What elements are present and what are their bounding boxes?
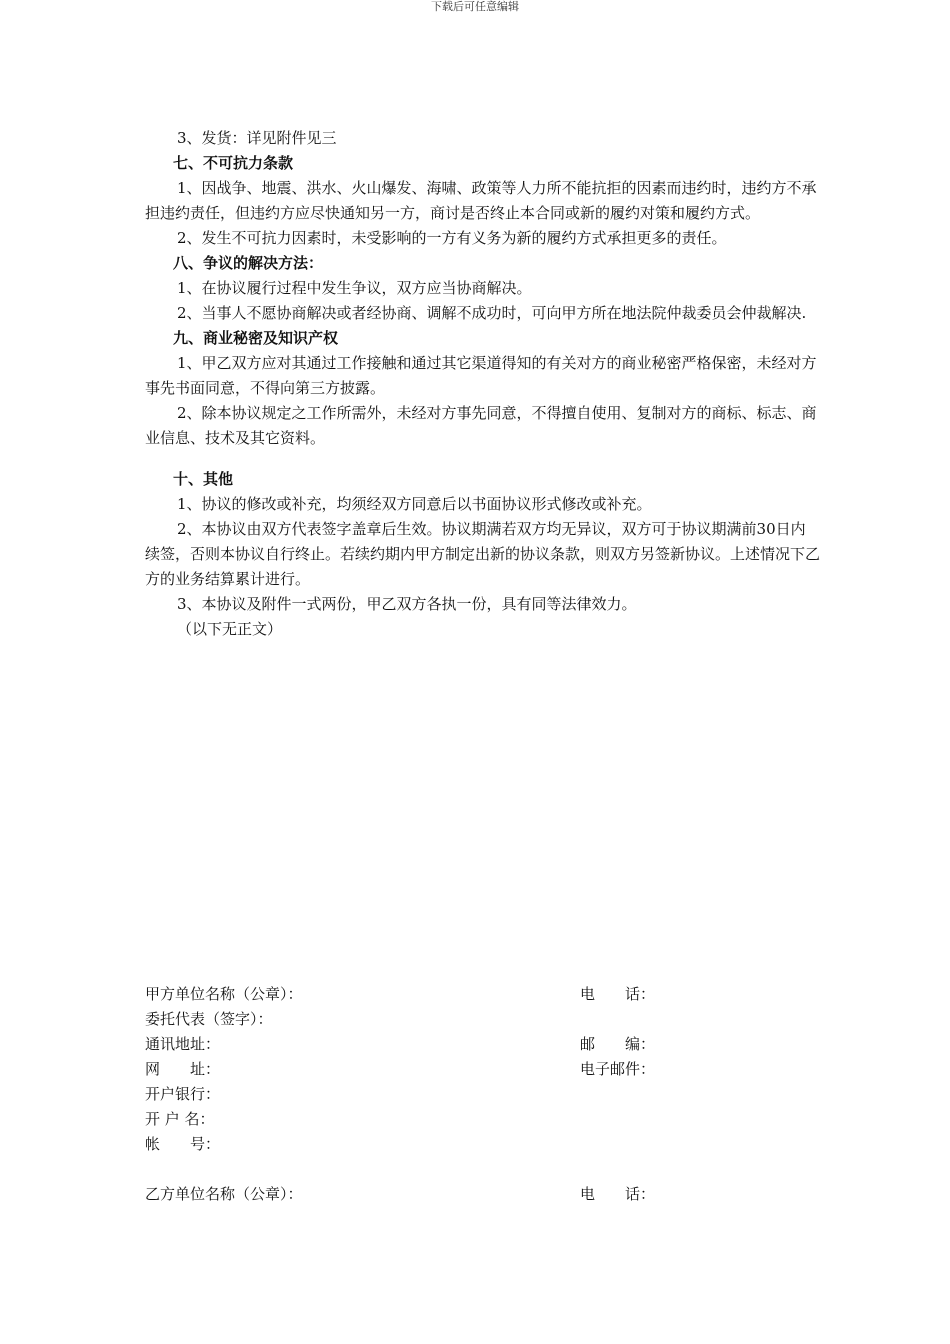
page-header-note: 下载后可任意编辑	[431, 0, 519, 13]
party-a-signature-block	[145, 982, 705, 1157]
party-a-postcode-label: 邮 编：	[580, 1035, 656, 1053]
contract-body	[145, 126, 820, 642]
signature-row	[145, 1182, 705, 1207]
clause-other-2: 2、本协议由双方代表签字盖章后生效。协议期满若双方均无异议，双方可于协议期满前30日内续签，否则本协议自行终止。若续约期内甲方制定出新的协议条款，则双方另签新协议。上述情况下乙方的业务结算累计进行。	[145, 520, 821, 588]
clause-confidentiality-2: 2、除本协议规定之工作所需外，未经对方事先同意，不得擅自使用、复制对方的商标、标志、商业信息、技术及其它资料。	[145, 404, 817, 447]
section-heading-force-majeure: 七、不可抗力条款	[173, 154, 294, 172]
section-heading-other: 十、其他	[173, 470, 234, 488]
clause-confidentiality-1: 1、甲乙双方应对其通过工作接触和通过其它渠道得知的有关对方的商业秘密严格保密，未经对方事先书面同意，不得向第三方披露。	[145, 354, 817, 397]
party-a-email-label: 电子邮件：	[580, 1060, 656, 1078]
signature-row	[145, 1082, 705, 1107]
party-a-account-name-label: 开 户 名：	[145, 1110, 215, 1128]
party-a-website-label: 网 址：	[145, 1060, 221, 1078]
signature-row	[145, 1107, 705, 1132]
party-a-name-label: 甲方单位名称（公章）：	[145, 985, 303, 1003]
party-b-phone-label: 电 话：	[580, 1185, 656, 1203]
party-a-representative-label: 委托代表（签字）：	[145, 1010, 273, 1028]
signature-row	[145, 1132, 705, 1157]
signature-row	[145, 1032, 705, 1057]
clause-dispute-1: 1、在协议履行过程中发生争议，双方应当协商解决。	[177, 279, 532, 297]
party-b-name-label: 乙方单位名称（公章）：	[145, 1185, 303, 1203]
party-a-phone-label: 电 话：	[580, 985, 656, 1003]
signature-row	[145, 982, 705, 1007]
end-of-text-note: （以下无正文）	[177, 620, 283, 638]
party-a-address-label: 通讯地址：	[145, 1035, 221, 1053]
section-heading-confidentiality: 九、商业秘密及知识产权	[173, 329, 339, 347]
party-a-bank-label: 开户银行：	[145, 1085, 221, 1103]
section-heading-dispute: 八、争议的解决方法：	[173, 254, 324, 272]
clause-dispute-2: 2、当事人不愿协商解决或者经协商、调解不成功时，可向甲方所在地法院仲裁委员会仲裁解决.	[177, 304, 807, 322]
signature-row	[145, 1007, 705, 1032]
clause-force-majeure-1: 1、因战争、地震、洪水、火山爆发、海啸、政策等人力所不能抗拒的因素而违约时，违约方不承担违约责任，但违约方应尽快通知另一方，商讨是否终止本合同或新的履约对策和履约方式。	[145, 179, 817, 222]
clause-shipping: 3、发货：详见附件见三	[177, 129, 337, 147]
clause-other-3: 3、本协议及附件一式两份，甲乙双方各执一份，具有同等法律效力。	[177, 595, 637, 613]
clause-force-majeure-2: 2、发生不可抗力因素时，未受影响的一方有义务为新的履约方式承担更多的责任。	[177, 229, 727, 247]
signature-row	[145, 1057, 705, 1082]
party-b-signature-block	[145, 1182, 705, 1207]
clause-other-1: 1、协议的修改或补充，均须经双方同意后以书面协议形式修改或补充。	[177, 495, 652, 513]
party-a-account-number-label: 帐 号：	[145, 1135, 221, 1153]
